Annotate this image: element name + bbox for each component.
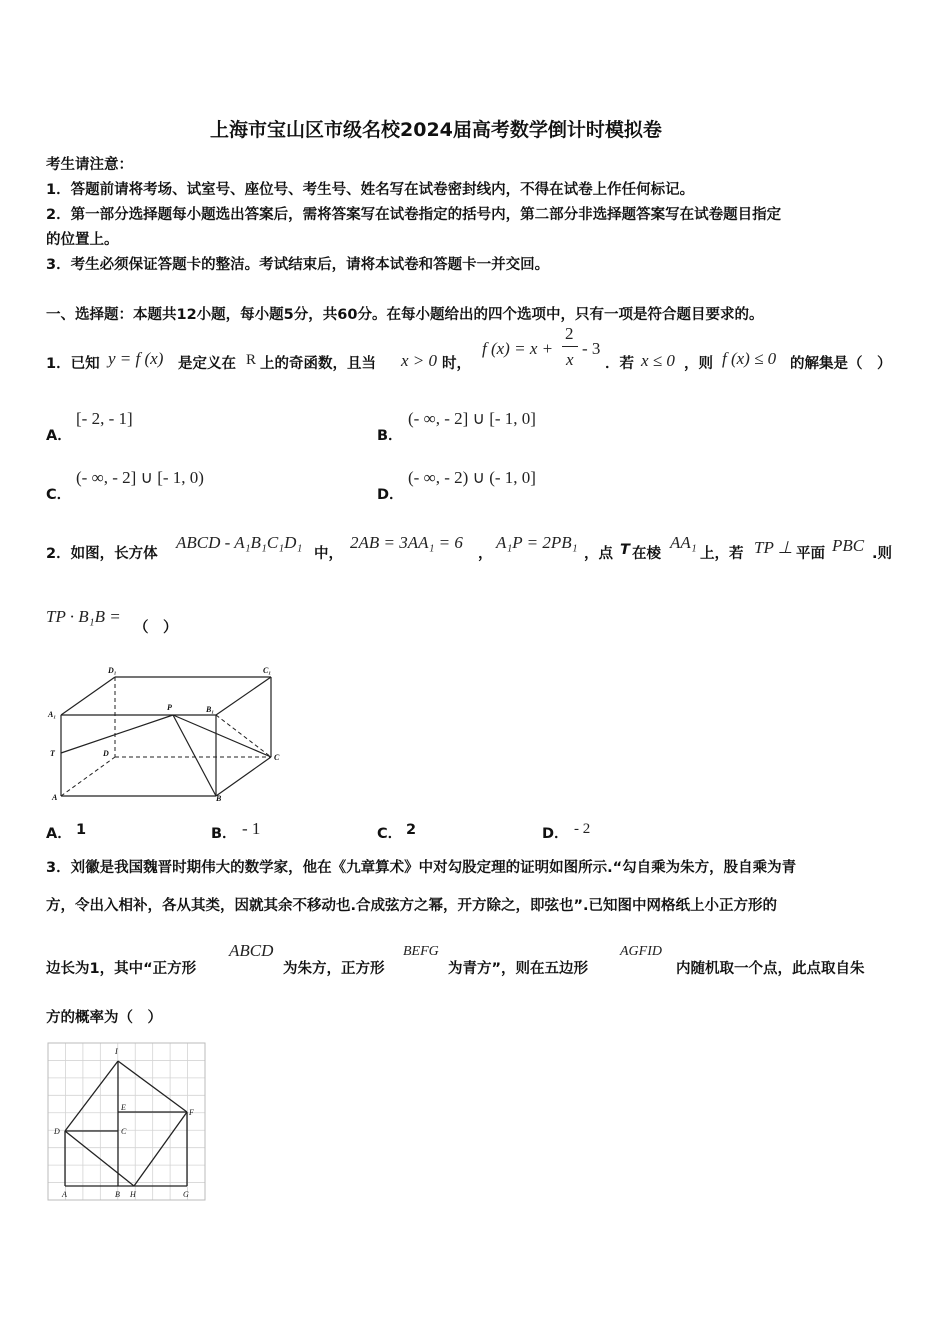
page-title: 上海市宝山区市级名校2024届高考数学倒计时模拟卷 xyxy=(210,119,662,141)
q1-text-1: 是定义在 xyxy=(178,356,236,372)
q2-fig-label-p: P xyxy=(167,703,172,712)
q2-fig-label-c: C xyxy=(274,753,280,762)
q2-option-a-label[interactable]: A． xyxy=(46,826,72,842)
q3-fig-label-e: E xyxy=(121,1103,126,1112)
q3-grid-figure xyxy=(46,1040,208,1204)
q3-text-1: 边长为1，其中“正方形 xyxy=(46,961,197,977)
q1-option-b-value: (- ∞, - 2] ∪ [- 1, 0] xyxy=(408,409,536,428)
q2-text-1: 中， xyxy=(314,546,343,562)
q1-func: y = f (x) xyxy=(108,349,164,368)
q2-point-t: T xyxy=(620,542,630,558)
q1-text-3: 时， xyxy=(442,356,471,372)
q2-fig-label-b: B xyxy=(216,794,222,803)
section-heading: 一、选择题：本题共12小题，每小题5分，共60分。在每小题给出的四个选项中，只有一项是符合题目要求的。 xyxy=(46,307,764,323)
q1-text-5: ，则 xyxy=(684,356,713,372)
q1-option-d-label[interactable]: D． xyxy=(377,487,404,503)
q2-fig-label-d: D xyxy=(103,749,109,758)
q2-option-a-value: 1 xyxy=(76,822,87,838)
q3-square-1: ABCD xyxy=(229,941,274,960)
q1-minus3: - 3 xyxy=(582,339,601,358)
q1-text-6: 的解集是（ ） xyxy=(790,356,892,372)
q1-option-b-label[interactable]: B． xyxy=(377,428,403,444)
q1-frac-bar xyxy=(562,346,578,347)
q3-fig-label-a: A xyxy=(62,1190,67,1199)
q2-eq2: A₁P = 2PB₁ xyxy=(496,533,578,552)
notice-item-3: 3．考生必须保证答题卡的整洁。考试结束后，请将本试卷和答题卡一并交回。 xyxy=(46,257,550,273)
q1-option-c-value: (- ∞, - 2] ∪ [- 1, 0) xyxy=(76,468,204,487)
q1-cond: x > 0 xyxy=(401,351,438,370)
q2-option-b-value: - 1 xyxy=(242,819,261,838)
q2-option-d-label[interactable]: D． xyxy=(542,826,569,842)
q3-fig-label-i: I xyxy=(115,1047,118,1056)
q2-fig-label-a: A xyxy=(52,793,58,802)
q2-text-2: ，点 xyxy=(584,546,613,562)
notice-item-2: 2．第一部分选择题每小题选出答案后，需将答案写在试卷指定的括号内，第二部分非选择题答案写在试卷题目指定 xyxy=(46,207,782,223)
q2-fig-label-b1: B₁ xyxy=(206,705,215,714)
q3-line-2: 方，令出入相补，各从其类，因就其余不移动也.合成弦方之幂，开方除之，即弦也”.已知图中网格纸上小正方形的 xyxy=(46,898,778,914)
q3-fig-label-g: G xyxy=(183,1190,189,1199)
q2-edge: AA₁ xyxy=(670,533,697,552)
q2-text-4: 上，若 xyxy=(700,546,744,562)
q3-fig-label-b: B xyxy=(115,1190,120,1199)
q1-option-a-label[interactable]: A． xyxy=(46,428,72,444)
q3-pentagon: AGFID xyxy=(620,944,662,959)
q2-option-c-label[interactable]: C． xyxy=(377,826,403,842)
q2-option-b-label[interactable]: B． xyxy=(211,826,237,842)
q2-option-c-value: 2 xyxy=(406,822,417,838)
q3-fig-label-d: D xyxy=(54,1127,60,1136)
q2-fig-label-c1: C₁ xyxy=(263,666,272,675)
q2-dot-product: TP · B₁B = xyxy=(46,607,121,626)
q1-ineq: f (x) ≤ 0 xyxy=(722,349,777,368)
q1-fx: f (x) = x + xyxy=(482,339,554,358)
q2-text-3: 在棱 xyxy=(632,546,661,562)
q1-frac-den: x xyxy=(566,350,574,369)
q1-option-d-value: (- ∞, - 2) ∪ (- 1, 0] xyxy=(408,468,536,487)
q2-box: ABCD - A₁B₁C₁D₁ xyxy=(176,533,303,552)
q2-eq1: 2AB = 3AA₁ = 6 xyxy=(350,533,463,552)
q3-square-2: BEFG xyxy=(403,944,439,959)
q3-fig-label-f: F xyxy=(189,1108,194,1117)
q2-comma: ， xyxy=(478,546,493,562)
q3-text-3: 为青方”，则在五边形 xyxy=(448,961,589,977)
q1-real-set: R xyxy=(246,352,257,368)
notice-item-1: 1．答题前请将考场、试室号、座位号、考生号、姓名写在试卷密封线内，不得在试卷上作任何标记。 xyxy=(46,182,695,198)
q2-plane: PBC xyxy=(832,536,865,555)
q1-frac-num: 2 xyxy=(565,324,574,343)
q3-fig-label-h: H xyxy=(130,1190,136,1199)
q3-line-4: 方的概率为（ ） xyxy=(46,1010,162,1026)
q2-paren: （ ） xyxy=(134,620,178,636)
q2-fig-label-t: T xyxy=(50,749,55,758)
q2-text-5: 平面 xyxy=(796,546,825,562)
q3-line-1: 3．刘徽是我国魏晋时期伟大的数学家，他在《九章算术》中对勾股定理的证明如图所示.“勾自乘为朱方，股自乘为青 xyxy=(46,860,797,876)
q2-fig-label-d1: D₁ xyxy=(108,666,117,675)
q1-option-a-value: [- 2, - 1] xyxy=(76,409,133,428)
q3-text-2: 为朱方，正方形 xyxy=(283,961,385,977)
q3-fig-label-c: C xyxy=(121,1127,127,1136)
q2-fig-label-a1: A₁ xyxy=(48,710,57,719)
q2-cuboid-figure xyxy=(40,660,300,810)
q2-text-6: .则 xyxy=(872,546,893,562)
q2-number: 2．如图，长方体 xyxy=(46,546,158,562)
q1-option-c-label[interactable]: C． xyxy=(46,487,72,503)
q1-text-2: 上的奇函数，且当 xyxy=(260,356,376,372)
notice-item-2-cont: 的位置上。 xyxy=(46,232,119,248)
q1-text-4: ．若 xyxy=(605,356,634,372)
q2-perp: TP ⊥ xyxy=(754,538,793,557)
q1-cond2: x ≤ 0 xyxy=(641,351,675,370)
q3-text-4: 内随机取一个点，此点取自朱 xyxy=(676,961,865,977)
notice-heading: 考生请注意： xyxy=(46,157,133,173)
q1-number: 1．已知 xyxy=(46,356,100,372)
q2-option-d-value: - 2 xyxy=(574,821,591,837)
